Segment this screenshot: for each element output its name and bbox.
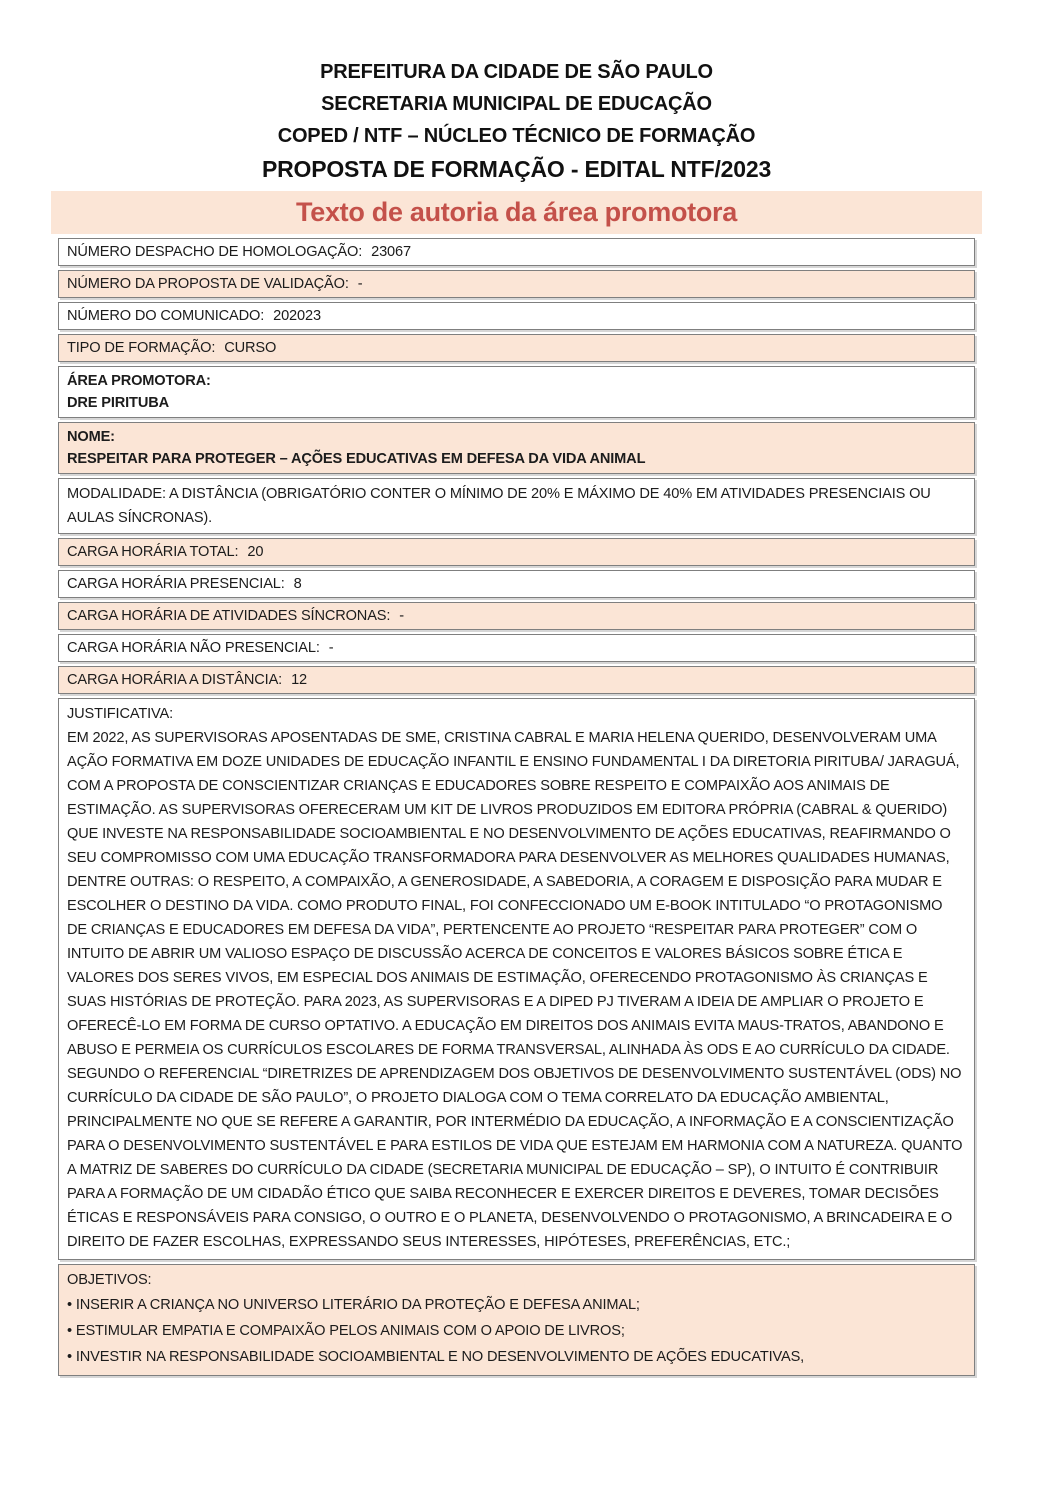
field-value-comunicado: 202023	[273, 308, 321, 324]
authorship-banner	[51, 191, 982, 234]
field-row-tipo-formacao	[58, 334, 975, 362]
field-label-carga-presencial: CARGA HORÁRIA PRESENCIAL:	[67, 576, 285, 592]
field-value-tipo-formacao: CURSO	[224, 340, 277, 356]
field-row-carga-presencial	[58, 570, 975, 598]
field-value-area-promotora: DRE PIRITUBA	[67, 395, 169, 411]
field-label-carga-sincronas: CARGA HORÁRIA DE ATIVIDADES SÍNCRONAS:	[67, 608, 391, 624]
justificativa-body: EM 2022, AS SUPERVISORAS APOSENTADAS DE SME, CRISTINA CABRAL E MARIA HELENA QUERIDO, DESENVOLVERAM UMA AÇÃO FORMATIVA EM DOZE UNIDADES DE EDUCAÇÃO INFANTIL E ENSINO FUNDAMENTAL I DA DIRETORIA PIRITUBA/ JARAGUÁ, COM A PROPOSTA DE CONSCIENTIZAR CRIANÇAS E EDUCADORES SOBRE RESPEITO E COMPAIXÃO AOS ANIMAIS DE ESTIMAÇÃO. AS SUPERVISORAS OFERECERAM UM KIT DE LIVROS PRODUZIDOS EM EDITORA PRÓPRIA (CABRAL & QUERIDO) QUE INVESTE NA RESPONSABILIDADE SOCIOAMBIENTAL E NO DESENVOLVIMENTO DE AÇÕES EDUCATIVAS, REAFIRMANDO O SEU COMPROMISSO COM UMA EDUCAÇÃO TRANSFORMADORA PARA DESENVOLVER AS MELHORES QUALIDADES HUMANAS, DENTRE OUTRAS: O RESPEITO, A COMPAIXÃO, A GENEROSIDADE, A SABEDORIA, A CORAGEM E DISPOSIÇÃO PARA MUDAR E ESCOLHER O DESTINO DA VIDA. COMO PRODUTO FINAL, FOI CONFECCIONADO UM E-BOOK INTITULADO “O PROTAGONISMO DE CRIANÇAS E EDUCADORES EM DEFESA DA VIDA”, PERTENCENTE AO PROJETO “RESPEITAR PARA PROTEGER” COM O INTUITO DE ABRIR UM VALIOSO ESPAÇO DE DISCUSSÃO ACERCA DE CONCEITOS E VALORES BÁSICOS SOBRE ÉTICA E VALORES DOS SERES VIVOS, EM ESPECIAL DOS ANIMAIS DE ESTIMAÇÃO, OFERECENDO PROTAGONISMO ÀS CRIANÇAS E SUAS HISTÓRIAS DE PROTEÇÃO. PARA 2023, AS SUPERVISORAS E A DIPED PJ TIVERAM A IDEIA DE AMPLIAR O PROJETO E OFERECÊ-LO EM FORMA DE CURSO OPTATIVO. A EDUCAÇÃO EM DIREITOS DOS ANIMAIS EVITA MAUS-TRATOS, ABANDONO E ABUSO E PERMEIA OS CURRÍCULOS ESCOLARES DE FORMA TRANSVERSAL, ALINHADA ÀS ODS E AO CURRÍCULO DA CIDADE. SEGUNDO O REFERENCIAL “DIRETRIZES DE APRENDIZAGEM DOS OBJETIVOS DE DESENVOLVIMENTO SUSTENTÁVEL (ODS) NO CURRÍCULO DA CIDADE DE SÃO PAULO”, O PROJETO DIALOGA COM O TEMA CORRELATO DA EDUCAÇÃO AMBIENTAL, PRINCIPALMENTE NO QUE SE REFERE A GARANTIR, POR INTERMÉDIO DA EDUCAÇÃO, A INFORMAÇÃO E A CONSCIENTIZAÇÃO PARA O DESENVOLVIMENTO SUSTENTÁVEL E PARA ESTILOS DE VIDA QUE ESTEJAM EM HARMONIA COM A NATUREZA. QUANTO A MATRIZ DE SABERES DO CURRÍCULO DA CIDADE (SECRETARIA MUNICIPAL DE EDUCAÇÃO – SP), O INTUITO É CONTRIBUIR PARA A FORMAÇÃO DE UM CIDADÃO ÉTICO QUE SAIBA RECONHECER E EXERCER DIREITOS E DEVERES, TOMAR DECISÕES ÉTICAS E RESPONSÁVEIS PARA CONSIGO, O OUTRO E O PLANETA, DESENVOLVENDO O PROTAGONISMO, A BRINCADEIRA E O DIREITO DE FAZER ESCOLHAS, EXPRESSANDO SEUS INTERESSES, HIPÓTESES, PREFERÊNCIAS, ETC.;	[67, 730, 963, 1250]
objetivo-item: • INVESTIR NA RESPONSABILIDADE SOCIOAMBIENTAL E NO DESENVOLVIMENTO DE AÇÕES EDUCATIVAS,	[67, 1344, 966, 1370]
field-value-carga-total: 20	[247, 544, 264, 560]
document-header	[58, 0, 975, 186]
header-line-prefeitura: PREFEITURA DA CIDADE DE SÃO PAULO	[320, 61, 713, 83]
authorship-banner-text: Texto de autoria da área promotora	[296, 197, 737, 227]
section-justificativa	[58, 698, 975, 1260]
header-line-coped-ntf: COPED / NTF – NÚCLEO TÉCNICO DE FORMAÇÃO	[277, 125, 756, 147]
objetivo-item: • INSERIR A CRIANÇA NO UNIVERSO LITERÁRIO DA PROTEÇÃO E DEFESA ANIMAL;	[67, 1292, 966, 1318]
field-label-nome: NOME:	[67, 429, 115, 445]
field-value-carga-sincronas: -	[399, 608, 404, 624]
justificativa-title: JUSTIFICATIVA:	[67, 706, 174, 722]
field-row-nome	[58, 422, 975, 474]
field-row-modalidade	[58, 478, 975, 534]
field-label-tipo-formacao: TIPO DE FORMAÇÃO:	[67, 340, 216, 356]
field-value-homologacao: 23067	[371, 244, 411, 260]
field-label-carga-distancia: CARGA HORÁRIA A DISTÂNCIA:	[67, 672, 283, 688]
field-label-validacao: NÚMERO DA PROPOSTA DE VALIDAÇÃO:	[67, 276, 349, 292]
field-label-area-promotora: ÁREA PROMOTORA:	[67, 373, 211, 389]
field-value-carga-distancia: 12	[291, 672, 307, 688]
field-row-validacao	[58, 270, 975, 298]
field-value-carga-presencial: 8	[293, 576, 302, 592]
header-line-proposta-edital: PROPOSTA DE FORMAÇÃO - EDITAL NTF/2023	[261, 156, 772, 182]
field-row-carga-total	[58, 538, 975, 566]
field-label-carga-nao-presencial: CARGA HORÁRIA NÃO PRESENCIAL:	[67, 640, 320, 656]
field-text-modalidade: MODALIDADE: A DISTÂNCIA (OBRIGATÓRIO CONTER O MÍNIMO DE 20% E MÁXIMO DE 40% EM ATIVIDADES PRESENCIAIS OU AULAS SÍNCRONAS).	[67, 486, 931, 526]
field-label-homologacao: NÚMERO DESPACHO DE HOMOLOGAÇÃO:	[67, 244, 363, 260]
field-value-validacao: -	[357, 276, 363, 292]
field-row-homologacao	[58, 238, 975, 266]
field-row-carga-sincronas	[58, 602, 975, 630]
page-bottom-margin	[58, 1376, 975, 1425]
field-row-carga-distancia	[58, 666, 975, 694]
field-label-comunicado: NÚMERO DO COMUNICADO:	[67, 308, 265, 324]
objetivo-item: • ESTIMULAR EMPATIA E COMPAIXÃO PELOS ANIMAIS COM O APOIO DE LIVROS;	[67, 1318, 966, 1344]
field-row-area-promotora	[58, 366, 975, 418]
objetivos-title: OBJETIVOS:	[67, 1272, 152, 1288]
field-value-nome: RESPEITAR PARA PROTEGER – AÇÕES EDUCATIVAS EM DEFESA DA VIDA ANIMAL	[67, 451, 646, 467]
field-row-carga-nao-presencial	[58, 634, 975, 662]
header-line-secretaria: SECRETARIA MUNICIPAL DE EDUCAÇÃO	[321, 93, 712, 115]
document-page	[58, 0, 975, 1425]
field-row-comunicado	[58, 302, 975, 330]
field-label-carga-total: CARGA HORÁRIA TOTAL:	[67, 544, 239, 560]
field-value-carga-nao-presencial: -	[328, 640, 334, 656]
section-objetivos	[58, 1264, 975, 1376]
